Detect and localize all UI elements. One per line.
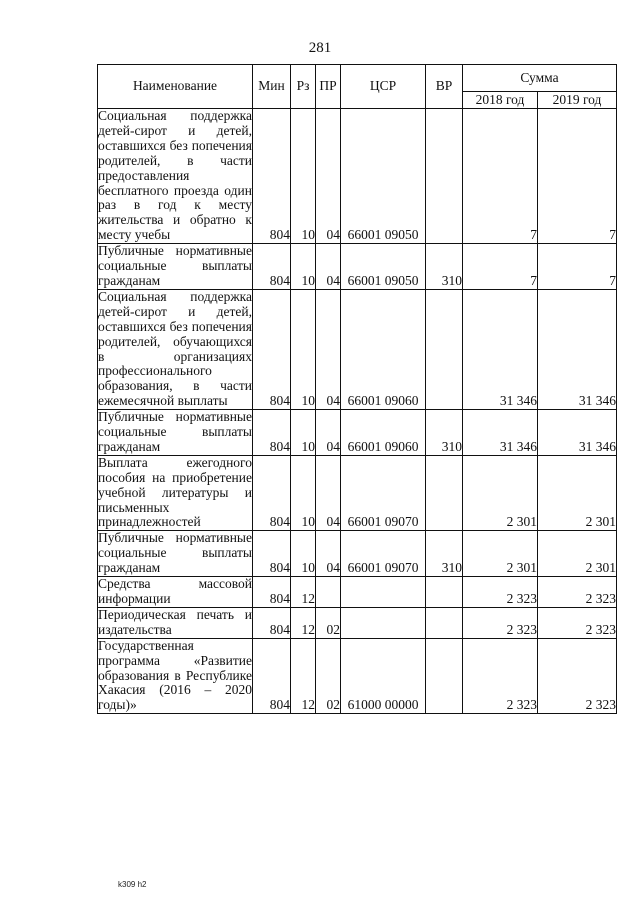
cell-csr: 66001 09050 [341, 244, 426, 290]
cell-pr: 02 [316, 638, 341, 714]
cell-2019: 2 323 [538, 577, 617, 608]
cell-pr: 02 [316, 607, 341, 638]
cell-2018: 2 323 [463, 638, 538, 714]
page-number: 281 [308, 40, 332, 56]
cell-min: 804 [253, 410, 291, 456]
cell-2019: 31 346 [538, 289, 617, 409]
cell-min: 804 [253, 577, 291, 608]
cell-2018: 2 323 [463, 607, 538, 638]
table-body [98, 109, 617, 714]
cell-rz: 10 [291, 109, 316, 244]
col-header-2018: 2018 год [463, 92, 538, 109]
cell-name: Социальная поддержка детей-сирот и детей, оставшихся без попечения родителей, в части предоставления бесплатного проезда один раз в год к месту жительства и обратно к месту учебы [98, 108, 252, 243]
table-row [98, 109, 617, 244]
table-row [98, 577, 617, 608]
budget-table [97, 64, 617, 714]
cell-vr: 310 [426, 531, 463, 577]
cell-rz: 10 [291, 244, 316, 290]
col-header-2019: 2019 год [538, 92, 617, 109]
col-header-vr: ВР [426, 65, 463, 109]
cell-csr: 66001 09070 [341, 455, 426, 531]
cell-min: 804 [253, 607, 291, 638]
cell-pr: 04 [316, 109, 341, 244]
cell-2018: 2 301 [463, 531, 538, 577]
cell-name: Периодическая печать и издательства [98, 606, 252, 637]
cell-2019: 2 301 [538, 455, 617, 531]
col-header-name: Наименование [98, 65, 253, 109]
cell-pr: 04 [316, 531, 341, 577]
cell-vr [426, 109, 463, 244]
col-header-sum: Сумма [463, 65, 617, 92]
cell-rz: 12 [291, 607, 316, 638]
cell-pr: 04 [316, 410, 341, 456]
cell-2018: 7 [463, 109, 538, 244]
cell-pr: 04 [316, 455, 341, 531]
cell-rz: 12 [291, 638, 316, 714]
cell-csr: 66001 09060 [341, 289, 426, 409]
table-row [98, 455, 617, 531]
table-row [98, 289, 617, 409]
table-row [98, 638, 617, 714]
cell-csr: 66001 09050 [341, 109, 426, 244]
cell-name: Выплата ежегодного пособия на приобретение учебной литературы и письменных принадлежностей [98, 454, 252, 530]
col-header-rz: Рз [291, 65, 316, 109]
cell-csr [341, 577, 426, 608]
cell-2018: 31 346 [463, 410, 538, 456]
cell-csr [341, 607, 426, 638]
table-row [98, 410, 617, 456]
cell-rz: 10 [291, 455, 316, 531]
cell-2019: 7 [538, 244, 617, 290]
cell-pr [316, 577, 341, 608]
header-row [98, 65, 617, 92]
table-row [98, 531, 617, 577]
cell-rz: 10 [291, 531, 316, 577]
cell-min: 804 [253, 244, 291, 290]
cell-vr [426, 607, 463, 638]
cell-vr: 310 [426, 410, 463, 456]
cell-vr [426, 638, 463, 714]
cell-2019: 7 [538, 109, 617, 244]
cell-csr: 66001 09060 [341, 410, 426, 456]
cell-min: 804 [253, 289, 291, 409]
cell-min: 804 [253, 638, 291, 714]
cell-2019: 2 323 [538, 638, 617, 714]
cell-name: Публичные нормативные социальные выплаты гражданам [98, 530, 252, 576]
cell-rz: 10 [291, 410, 316, 456]
cell-name: Публичные нормативные социальные выплаты гражданам [98, 243, 252, 288]
cell-csr: 66001 09070 [341, 531, 426, 577]
cell-2019: 2 323 [538, 607, 617, 638]
cell-name: Государственная программа «Развитие образования в Республике Хакасия (2016 – 2020 годы)» [98, 637, 252, 713]
col-header-min: Мин [253, 65, 291, 109]
cell-csr: 61000 00000 [341, 638, 426, 714]
cell-2019: 31 346 [538, 410, 617, 456]
table-row [98, 607, 617, 638]
cell-vr [426, 577, 463, 608]
cell-vr [426, 289, 463, 409]
cell-pr: 04 [316, 244, 341, 290]
cell-rz: 12 [291, 577, 316, 608]
cell-name: Средства массовой информации [98, 576, 252, 606]
cell-rz: 10 [291, 289, 316, 409]
table-row [98, 244, 617, 290]
cell-min: 804 [253, 531, 291, 577]
cell-2018: 2 323 [463, 577, 538, 608]
cell-2018: 2 301 [463, 455, 538, 531]
footer-code: k309 h2 [118, 880, 147, 889]
col-header-csr: ЦСР [341, 65, 426, 109]
cell-2019: 2 301 [538, 531, 617, 577]
cell-2018: 31 346 [463, 289, 538, 409]
cell-name: Социальная поддержка детей-сирот и детей, оставшихся без попечения родителей, обучающихся в организациях профессионального образования, в части ежемесячной выплаты [98, 288, 252, 409]
col-header-pr: ПР [316, 65, 341, 109]
cell-vr: 310 [426, 244, 463, 290]
cell-2018: 7 [463, 244, 538, 290]
cell-vr [426, 455, 463, 531]
cell-min: 804 [253, 455, 291, 531]
cell-min: 804 [253, 109, 291, 244]
cell-pr: 04 [316, 289, 341, 409]
cell-name: Публичные нормативные социальные выплаты гражданам [98, 409, 252, 454]
